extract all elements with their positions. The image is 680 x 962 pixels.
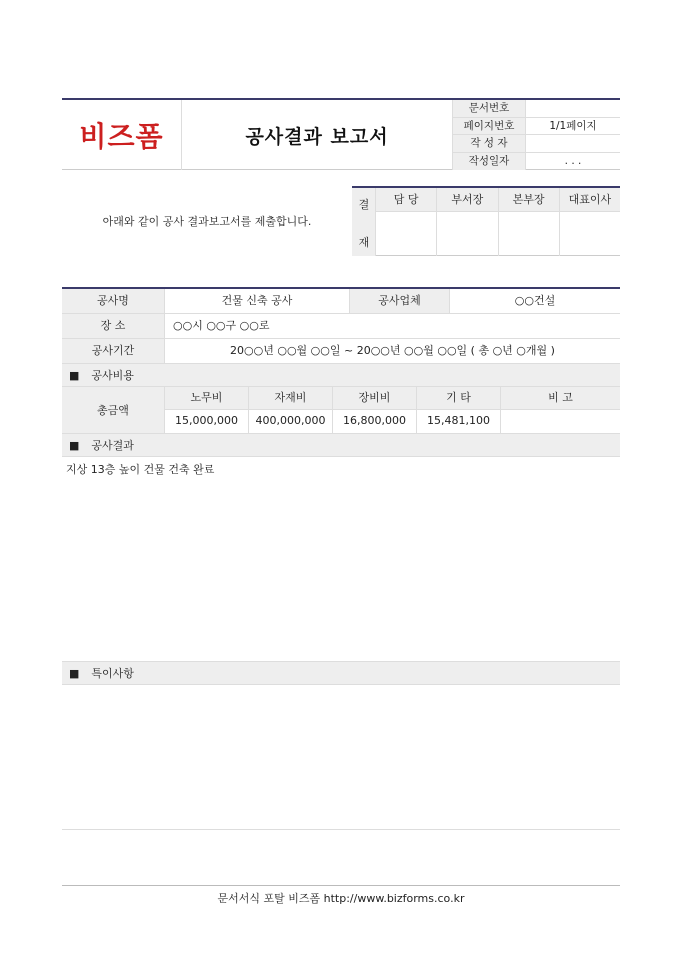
cost-table [62, 387, 620, 434]
cost-value-other: 15,481,100 [416, 410, 500, 433]
intro-text: 아래와 같이 공사 결과보고서를 제출합니다. [102, 215, 312, 228]
approval-box [352, 186, 620, 256]
row-project-name [62, 289, 620, 314]
cost-value-row [164, 410, 620, 433]
company-label: 공사업체 [349, 289, 449, 313]
report-table [62, 287, 620, 830]
row-period [62, 339, 620, 364]
cost-header-material: 자재비 [248, 387, 332, 409]
result-text: 지상 13층 높이 건물 건축 완료 [62, 457, 620, 662]
approval-head: 담 당 [376, 188, 436, 212]
row-location [62, 314, 620, 339]
document-header [62, 98, 620, 170]
approval-head: 대표이사 [560, 188, 620, 212]
project-name-label: 공사명 [62, 289, 164, 313]
meta-label: 문서번호 [452, 100, 526, 117]
document-title: 공사결과 보고서 [245, 125, 389, 148]
meta-value [526, 100, 620, 117]
meta-value [526, 135, 620, 152]
meta-value: . . . [564, 154, 582, 167]
meta-row-author [452, 135, 620, 153]
approval-col-ceo [560, 188, 620, 256]
period-label: 공사기간 [62, 339, 164, 363]
approval-head: 부서장 [437, 188, 497, 212]
special-notes-area [62, 685, 620, 830]
cost-value-labor: 15,000,000 [164, 410, 248, 433]
meta-label: 작성일자 [452, 153, 526, 171]
bizforms-logo: 비즈폼 [62, 100, 182, 170]
document-meta-table [452, 100, 620, 170]
cost-header-remarks: 비 고 [500, 387, 620, 409]
approval-columns [376, 188, 620, 256]
cost-grid [164, 387, 620, 433]
cost-header-labor: 노무비 [164, 387, 248, 409]
section-title: 공사결과 [91, 439, 134, 452]
total-amount-label: 총금액 [62, 387, 164, 433]
location-label: 장 소 [62, 314, 164, 338]
meta-value: 1/1페이지 [549, 119, 597, 132]
approval-col-division-head [499, 188, 560, 256]
approval-side-bottom: 재 [358, 236, 370, 249]
approval-head: 본부장 [499, 188, 559, 212]
project-name-value: 건물 신축 공사 [164, 289, 349, 313]
section-marker-icon: ■ [69, 667, 80, 680]
meta-label: 페이지번호 [452, 118, 526, 135]
cost-value-material: 400,000,000 [248, 410, 332, 433]
approval-col-dept-head [437, 188, 498, 256]
footer-text: 문서서식 포탈 비즈폼 http://www.bizforms.co.kr [62, 885, 620, 906]
section-marker-icon: ■ [69, 369, 80, 382]
cost-value-remarks [500, 410, 620, 433]
location-value: ○○시 ○○구 ○○로 [164, 314, 620, 338]
period-value: 20○○년 ○○월 ○○일 ~ 20○○년 ○○월 ○○일 ( 총 ○년 ○개월 ) [164, 339, 620, 363]
meta-row-page-number [452, 118, 620, 136]
company-value: ○○건설 [449, 289, 620, 313]
section-cost [62, 364, 620, 387]
meta-row-doc-number [452, 100, 620, 118]
meta-row-date [452, 153, 620, 171]
cost-header-equipment: 장비비 [332, 387, 416, 409]
section-result [62, 434, 620, 457]
meta-label: 작 성 자 [452, 135, 526, 152]
cost-header-row [164, 387, 620, 410]
section-title: 공사비용 [91, 369, 134, 382]
section-marker-icon: ■ [69, 439, 80, 452]
section-title: 특이사항 [91, 667, 134, 680]
cost-value-equipment: 16,800,000 [332, 410, 416, 433]
approval-col-staff [376, 188, 437, 256]
section-special [62, 662, 620, 685]
approval-side-label [352, 188, 376, 256]
approval-side-top: 결 [358, 198, 370, 211]
cost-header-other: 기 타 [416, 387, 500, 409]
